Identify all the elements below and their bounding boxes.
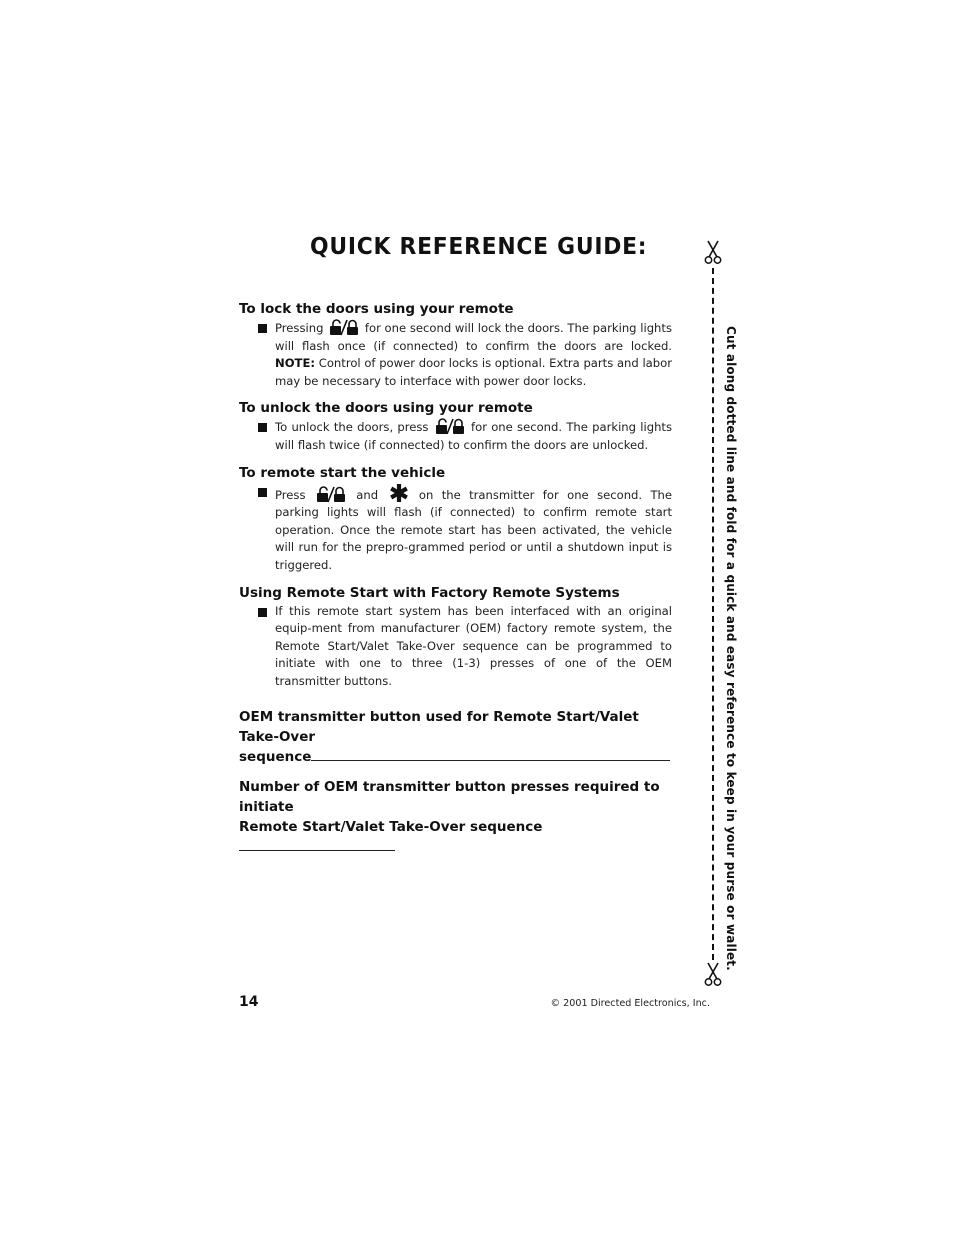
bullet-item [239, 418, 672, 454]
page-title: QUICK REFERENCE GUIDE: [310, 232, 648, 260]
cut-fold-instruction: Cut along dotted line and fold for a quick and easy reference to keep in your purse or wallet. [724, 326, 738, 971]
bullet-text [275, 319, 672, 390]
section-heading: Using Remote Start with Factory Remote Systems [239, 584, 620, 601]
text-fragment: and [356, 487, 379, 502]
section-heading: To lock the doors using your remote [239, 301, 514, 317]
blank-line-field[interactable] [239, 838, 395, 851]
lock-unlock-icon [316, 486, 346, 503]
text-fragment: Control of power door locks is optional. Extra parts and labor may be necessary to interface with power door locks. [275, 356, 672, 388]
fill-in-press-count [239, 777, 672, 857]
square-bullet-icon [258, 423, 267, 432]
fill-in-row [239, 817, 672, 857]
fill-in-row [239, 747, 672, 767]
square-bullet-icon [258, 324, 267, 333]
bullet-text: If this remote start system has been interfaced with an original equip-ment from manufacturer (OEM) factory remote system, the Remote Start/Valet Take-Over sequence can be programmed to initiate with one to three (1-3) presses of one of the OEM transmitter buttons. [275, 603, 672, 688]
scissors-icon [704, 240, 722, 266]
section-heading: To remote start the vehicle [239, 464, 446, 481]
blank-line-field[interactable] [311, 748, 670, 761]
lock-unlock-icon [435, 418, 465, 435]
bullet-text [275, 418, 672, 454]
text-fragment: for one second. The parking lights will flash twice (if connected) to confirm the doors are unlocked. [275, 420, 673, 452]
text-fragment: Press [275, 487, 306, 502]
section-unlock-doors [239, 399, 672, 454]
fill-in-label: sequence [239, 748, 312, 765]
section-lock-doors [239, 300, 672, 390]
fill-in-label: Remote Start/Valet Take-Over sequence [239, 818, 543, 835]
fill-in-label: Number of OEM transmitter button presses required to initiate [239, 778, 660, 815]
section-heading: To unlock the doors using your remote [239, 400, 533, 417]
text-fragment: Pressing [275, 321, 324, 335]
fill-in-label: OEM transmitter button used for Remote Start/Valet Take-Over [239, 708, 639, 745]
lock-unlock-icon [329, 319, 359, 336]
bullet-text [275, 483, 672, 575]
text-fragment: for one second will lock the doors. The parking lights will flash once (if connected) to confirm the doors are locked. [275, 321, 672, 353]
page-number: 14 [239, 994, 259, 1010]
copyright: © 2001 Directed Electronics, Inc. [550, 998, 710, 1009]
square-bullet-icon [258, 608, 267, 617]
square-bullet-icon [258, 488, 267, 497]
note-label: NOTE: [275, 356, 316, 371]
bullet-item [239, 483, 672, 575]
fill-in-oem-button [239, 707, 672, 767]
section-remote-start [239, 464, 672, 575]
text-fragment: To unlock the doors, press [275, 420, 429, 435]
cut-dotted-line [712, 268, 714, 960]
text-fragment: on the transmitter for one second. The parking lights will flash (if connected) to confirm remote start operation. Once the remote start has been activated, the vehicle will run for the prepro-grammed period or until a shutdown input is triggered. [275, 487, 673, 572]
bullet-item [239, 319, 672, 390]
bullet-item [239, 603, 672, 691]
section-factory-remote [239, 584, 672, 691]
content [239, 300, 672, 857]
scissors-icon [704, 962, 722, 988]
asterisk-icon [389, 483, 409, 503]
